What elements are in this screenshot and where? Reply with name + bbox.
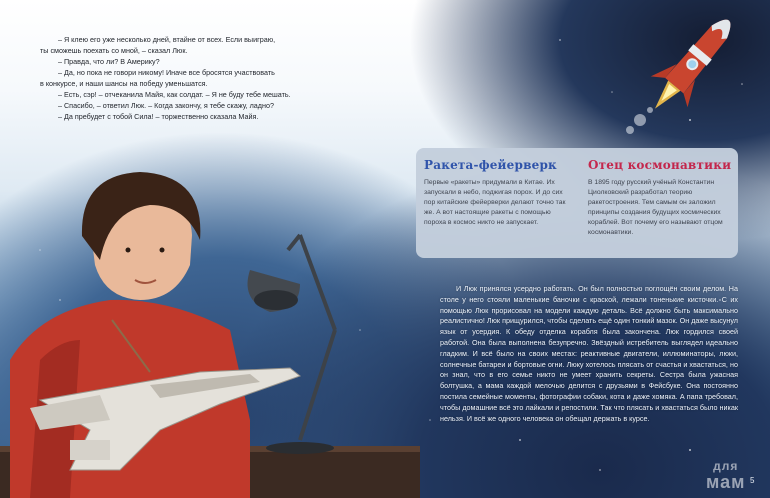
dialogue-line: – Да, но пока не говори никому! Иначе все бросятся участвовать: [58, 68, 275, 77]
desk-lamp: [248, 235, 336, 454]
fact-title-tsiolkovsky: Отец космонавтики: [588, 158, 732, 172]
story-text: И Люк принялся усердно работать. Он был полностью поглощён своим делом. На столе у него стояли маленькие баночки с краской, лежали тоненькие кисточки. С их помощью Люк прорисовал на модели каждую деталь. Всё должно быть максимально реалистично! Люк прищурился, чтобы сделать ещё один тонкий мазок. Он даже высунул язык от усердия. К обеду отделка корабля была закончена. Люк гордился своей работой. Она была выполнена безупречно. Звёздный истребитель выглядел идеально гладким. И всё было на своих местах: реактивные двигатели, иллюминаторы, люки, солнечные батареи и бортовые огни. Люку хотелось плясать от счастья и хвастаться, но он знал, что в его семье никто не умеет хранить секреты. Сестра была ужасная болтушка, а мама каждой мелочью делится с друзьями в Фейсбуке. Она постоянно постила семейные моменты, фотографии собаки, кота и даже хомяка. А папа требовал, чтобы домашние всё это лайкали и репостили. Так что плясать и хвастаться было никак нельзя. И всё же одного человека он обещал держать в курсе.: [440, 284, 738, 423]
rocket-illustration: [637, 5, 748, 124]
fact-column-firework: [424, 158, 574, 228]
dialogue-line: – Я клею его уже несколько дней, втайне от всех. Если выиграю,: [58, 35, 276, 44]
fact-box: [416, 148, 738, 258]
fact-title-firework: Ракета-фейерверк: [424, 158, 557, 172]
story-paragraph: [440, 284, 738, 424]
page-number: 5: [750, 476, 755, 485]
watermark-line1: для: [713, 459, 739, 473]
fact-column-tsiolkovsky: [588, 158, 738, 238]
watermark-logo: [706, 458, 745, 490]
dialogue-line: – Да пребудет с тобой Сила! – торжественно сказала Майя.: [58, 112, 259, 121]
dialogue-line: ты сможешь поехать со мной, – сказал Люк.: [40, 46, 188, 55]
fact-text-tsiolkovsky: В 1895 году русский учёный Константин Циолковский разработал теорию ракетостроения. Тем самым он заложил принципы создания будущих космических кораблей. Вот почему его называют отцом космонавтики.: [588, 179, 723, 236]
dialogue-line: – Правда, что ли? В Америку?: [58, 57, 160, 66]
fact-text-firework: Первые «ракеты» придумали в Китае. Их запускали в небо, поджигая порох. И до сих пор китайские фейерверки делают точно так же. А вот настоящие ракеты с помощью пороха в космос никто не запускает.: [424, 179, 566, 226]
dialogue-text: [40, 34, 350, 122]
dialogue-line: в конкурсе, и наши шансы на победу уменьшатся.: [40, 79, 208, 88]
dialogue-line: – Спасибо, – ответил Люк. – Когда закончу, я тебе скажу, ладно?: [58, 101, 274, 110]
watermark-line2: мам: [706, 472, 746, 492]
dialogue-line: – Есть, сэр! – отчеканила Майя, как солдат. – Я не буду тебе мешать.: [58, 90, 291, 99]
